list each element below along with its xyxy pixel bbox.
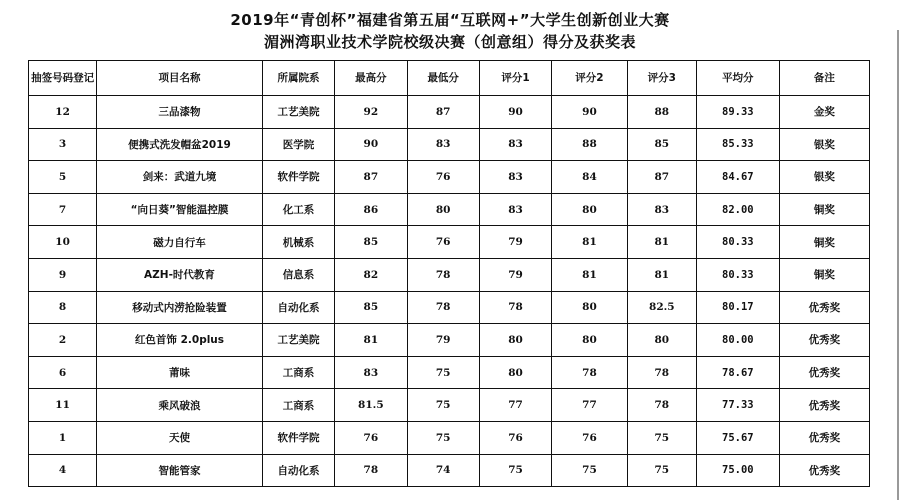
cell-project: 智能管家 [97,454,263,487]
cell-score2: 80 [552,193,628,226]
cell-project: 红色首饰 2.0plus [97,324,263,357]
cell-score2: 78 [552,356,628,389]
cell-project: 三品漆物 [97,96,263,129]
cell-department: 工商系 [262,389,334,422]
cell-score1: 78 [479,291,551,324]
cell-average: 80.17 [696,291,779,324]
table-header-row [29,61,870,96]
cell-score2: 90 [552,96,628,129]
cell-score3: 81 [627,226,696,259]
cell-project: “向日葵”智能温控膜 [97,193,263,226]
cell-department: 机械系 [262,226,334,259]
header-lot-no: 抽签号码登记 [29,61,97,96]
cell-score1: 76 [479,421,551,454]
cell-score1: 75 [479,454,551,487]
cell-score3: 85 [627,128,696,161]
cell-average: 80.00 [696,324,779,357]
cell-project: 天使 [97,421,263,454]
header-max: 最高分 [335,61,407,96]
table-row [29,356,870,389]
cell-remark: 优秀奖 [779,389,869,422]
cell-score3: 83 [627,193,696,226]
cell-score3: 82.5 [627,291,696,324]
cell-max: 85 [335,291,407,324]
cell-department: 工商系 [262,356,334,389]
cell-lot-no: 7 [29,193,97,226]
cell-average: 77.33 [696,389,779,422]
cell-department: 软件学院 [262,161,334,194]
header-score2: 评分2 [552,61,628,96]
cell-max: 86 [335,193,407,226]
table-row [29,258,870,291]
table-row [29,421,870,454]
cell-max: 83 [335,356,407,389]
cell-lot-no: 3 [29,128,97,161]
cell-score2: 84 [552,161,628,194]
cell-score3: 80 [627,324,696,357]
cell-score3: 78 [627,389,696,422]
cell-score2: 77 [552,389,628,422]
cell-lot-no: 9 [29,258,97,291]
cell-lot-no: 5 [29,161,97,194]
cell-remark: 银奖 [779,128,869,161]
cell-min: 78 [407,258,479,291]
cell-remark: 优秀奖 [779,421,869,454]
cell-score1: 83 [479,161,551,194]
cell-score2: 81 [552,258,628,291]
cell-department: 自动化系 [262,454,334,487]
cell-score2: 80 [552,291,628,324]
cell-lot-no: 4 [29,454,97,487]
cell-remark: 优秀奖 [779,291,869,324]
cell-score2: 75 [552,454,628,487]
page-edge-divider [897,30,899,500]
header-department: 所属院系 [262,61,334,96]
cell-lot-no: 11 [29,389,97,422]
cell-min: 87 [407,96,479,129]
cell-remark: 铜奖 [779,193,869,226]
cell-min: 75 [407,356,479,389]
table-row [29,96,870,129]
cell-max: 78 [335,454,407,487]
cell-project: 莆味 [97,356,263,389]
cell-score3: 75 [627,454,696,487]
cell-department: 信息系 [262,258,334,291]
cell-project: 移动式内涝抢险装置 [97,291,263,324]
cell-project: 磁力自行车 [97,226,263,259]
cell-score2: 88 [552,128,628,161]
cell-average: 89.33 [696,96,779,129]
cell-score2: 76 [552,421,628,454]
cell-max: 81.5 [335,389,407,422]
table-row [29,193,870,226]
cell-max: 81 [335,324,407,357]
header-score3: 评分3 [627,61,696,96]
cell-remark: 银奖 [779,161,869,194]
cell-score2: 80 [552,324,628,357]
cell-average: 85.33 [696,128,779,161]
cell-min: 83 [407,128,479,161]
cell-score2: 81 [552,226,628,259]
cell-lot-no: 10 [29,226,97,259]
cell-score3: 81 [627,258,696,291]
cell-score1: 83 [479,128,551,161]
header-min: 最低分 [407,61,479,96]
cell-department: 医学院 [262,128,334,161]
cell-max: 87 [335,161,407,194]
cell-max: 82 [335,258,407,291]
cell-average: 82.00 [696,193,779,226]
table-body [29,96,870,487]
table-row [29,324,870,357]
cell-remark: 优秀奖 [779,454,869,487]
cell-average: 75.00 [696,454,779,487]
table-row [29,454,870,487]
cell-min: 74 [407,454,479,487]
cell-score3: 87 [627,161,696,194]
cell-lot-no: 12 [29,96,97,129]
cell-score3: 78 [627,356,696,389]
cell-score1: 80 [479,356,551,389]
table-row [29,128,870,161]
cell-remark: 铜奖 [779,226,869,259]
cell-score3: 75 [627,421,696,454]
table-row [29,161,870,194]
cell-remark: 金奖 [779,96,869,129]
cell-average: 80.33 [696,258,779,291]
cell-remark: 优秀奖 [779,356,869,389]
table-row [29,226,870,259]
cell-department: 化工系 [262,193,334,226]
cell-lot-no: 8 [29,291,97,324]
cell-project: 便携式洗发帽盆2019 [97,128,263,161]
cell-project: 剑来：武道九境 [97,161,263,194]
cell-min: 76 [407,226,479,259]
cell-remark: 优秀奖 [779,324,869,357]
table-row [29,389,870,422]
header-score1: 评分1 [479,61,551,96]
cell-min: 78 [407,291,479,324]
cell-remark: 铜奖 [779,258,869,291]
cell-max: 90 [335,128,407,161]
document-title: 2019年“青创杯”福建省第五届“互联网+”大学生创新创业大赛 [230,11,670,29]
cell-score1: 80 [479,324,551,357]
cell-max: 76 [335,421,407,454]
cell-score1: 90 [479,96,551,129]
cell-min: 76 [407,161,479,194]
cell-lot-no: 2 [29,324,97,357]
header-average: 平均分 [696,61,779,96]
header-project: 项目名称 [97,61,263,96]
cell-score1: 83 [479,193,551,226]
cell-department: 自动化系 [262,291,334,324]
cell-project: 乘风破浪 [97,389,263,422]
cell-score1: 79 [479,258,551,291]
cell-lot-no: 1 [29,421,97,454]
cell-average: 75.67 [696,421,779,454]
cell-max: 92 [335,96,407,129]
cell-min: 75 [407,421,479,454]
table-row [29,291,870,324]
cell-lot-no: 6 [29,356,97,389]
cell-min: 80 [407,193,479,226]
cell-score1: 77 [479,389,551,422]
cell-score3: 88 [627,96,696,129]
cell-department: 工艺美院 [262,96,334,129]
score-table [28,60,870,487]
cell-max: 85 [335,226,407,259]
cell-average: 78.67 [696,356,779,389]
cell-department: 软件学院 [262,421,334,454]
cell-score1: 79 [479,226,551,259]
document-subtitle: 湄洲湾职业技术学院校级决赛（创意组）得分及获奖表 [263,33,636,51]
cell-average: 84.67 [696,161,779,194]
cell-department: 工艺美院 [262,324,334,357]
cell-min: 75 [407,389,479,422]
cell-project: AZH-时代教育 [97,258,263,291]
header-remark: 备注 [779,61,869,96]
cell-average: 80.33 [696,226,779,259]
cell-min: 79 [407,324,479,357]
